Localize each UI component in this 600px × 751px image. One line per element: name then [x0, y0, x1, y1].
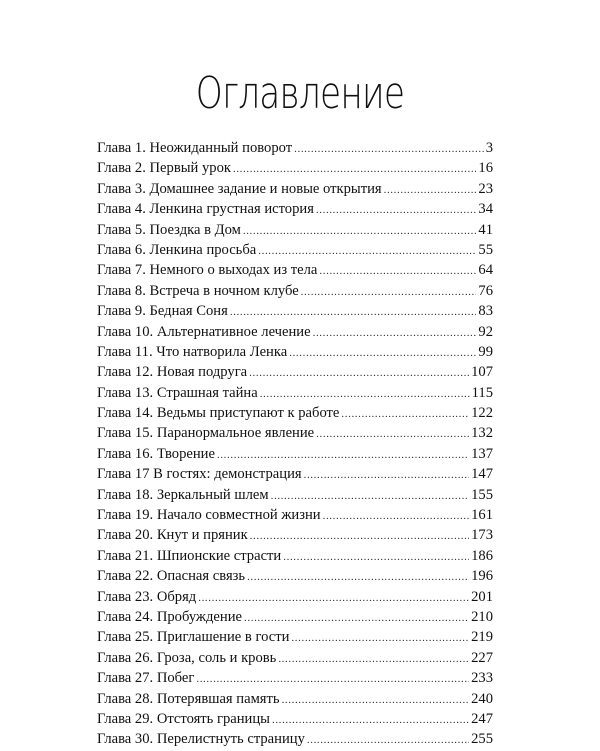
toc-entry-label: Глава 23. Обряд: [97, 588, 197, 605]
toc-dot-leader: [217, 445, 469, 465]
toc-dot-leader: [196, 669, 469, 689]
toc-entry-page-number: 155: [471, 486, 493, 503]
toc-entry-label: Глава 10. Альтернативное лечение: [97, 323, 311, 340]
toc-entry: [97, 260, 493, 280]
toc-dot-leader: [316, 424, 469, 444]
toc-entry-label: Глава 22. Опасная связь: [97, 568, 246, 585]
toc-entry-label: Глава 28. Потерявшая память: [97, 690, 280, 707]
toc-entry-label: Глава 9. Бедная Соня: [97, 303, 228, 320]
toc-dot-leader: [260, 384, 470, 404]
toc-dot-leader: [319, 261, 476, 281]
toc-entry-label: Глава 19. Начало совместной жизни: [97, 507, 321, 524]
toc-entry: [97, 464, 493, 484]
toc-dot-leader: [301, 282, 477, 302]
toc-entry: [97, 362, 493, 382]
toc-entry-page-number: 122: [471, 405, 493, 422]
toc-dot-leader: [323, 506, 470, 526]
toc-dot-leader: [384, 180, 477, 200]
toc-entry-label: Глава 4. Ленкина грустная история: [97, 201, 314, 218]
toc-entry-label: Глава 1. Неожиданный поворот: [97, 140, 293, 156]
toc-entry-label: Глава 8. Встреча в ночном клубе: [97, 282, 299, 299]
toc-entry: [97, 607, 493, 627]
toc-entry-page-number: 3: [485, 140, 493, 156]
toc-entry-label: Глава 25. Приглашение в гости: [97, 629, 290, 646]
toc-entry: [97, 240, 493, 260]
toc-dot-leader: [230, 302, 477, 322]
toc-dot-leader: [271, 486, 469, 506]
toc-dot-leader: [233, 159, 476, 179]
toc-entry: [97, 281, 493, 301]
toc-dot-leader: [282, 690, 470, 710]
toc-entry-page-number: 240: [471, 690, 493, 707]
toc-entry-page-number: 233: [471, 670, 493, 687]
toc-entry: [97, 403, 493, 423]
toc-entry-label: Глава 12. Новая подруга: [97, 364, 248, 381]
toc-entry: [97, 158, 493, 178]
toc-entry-label: Глава 27. Побег: [97, 670, 195, 687]
toc-entry-page-number: 137: [471, 445, 493, 462]
toc-entry-page-number: 83: [478, 303, 493, 320]
toc-entry-page-number: 132: [471, 425, 493, 442]
toc-dot-leader: [198, 588, 469, 608]
toc-entry-page-number: 255: [471, 731, 493, 748]
toc-entry: [97, 525, 493, 545]
toc-entry-page-number: 107: [471, 364, 493, 381]
toc-entry-page-number: 34: [478, 201, 493, 218]
toc-dot-leader: [291, 628, 469, 648]
toc-entry-page-number: 76: [478, 282, 493, 299]
toc-entry-page-number: 227: [471, 649, 493, 666]
toc-entry: [97, 648, 493, 668]
toc-entry-label: Глава 21. Шпионские страсти: [97, 547, 282, 564]
toc-entry-page-number: 210: [471, 608, 493, 625]
toc-entry-label: Глава 20. Кнут и пряник: [97, 527, 248, 544]
toc-entry-page-number: 99: [478, 343, 493, 360]
toc-dot-leader: [304, 465, 470, 485]
toc-entry: [97, 505, 493, 525]
page-title: Оглавление: [195, 68, 405, 119]
toc-entry: [97, 301, 493, 321]
toc-entry-label: Глава 17 В гостях: демонстрация: [97, 466, 302, 483]
toc-entry-label: Глава 26. Гроза, соль и кровь: [97, 649, 277, 666]
toc-entry-label: Глава 16. Творение: [97, 445, 215, 462]
toc-entry-page-number: 196: [471, 568, 493, 585]
toc-dot-leader: [243, 221, 477, 241]
toc-dot-leader: [258, 241, 476, 261]
toc-entry: [97, 383, 493, 403]
toc-dot-leader: [341, 404, 469, 424]
toc-entry: [97, 444, 493, 464]
toc-entry-page-number: 186: [471, 547, 493, 564]
toc-entry-page-number: 16: [478, 160, 493, 177]
toc-entry-label: Глава 2. Первый урок: [97, 160, 231, 177]
toc-entry: [97, 138, 493, 158]
toc-entry-page-number: 23: [478, 180, 493, 197]
toc-dot-leader: [316, 200, 476, 220]
toc-dot-leader: [250, 526, 469, 546]
toc-dot-leader: [249, 363, 469, 383]
toc-entry: [97, 668, 493, 688]
toc-entry-label: Глава 13. Страшная тайна: [97, 384, 258, 401]
toc-entry-label: Глава 30. Перелистнуть страницу: [97, 731, 305, 748]
toc-entry: [97, 199, 493, 219]
toc-entry-page-number: 161: [471, 507, 493, 524]
toc-entry-label: Глава 14. Ведьмы приступают к работе: [97, 405, 340, 422]
toc-entry-page-number: 115: [471, 384, 493, 401]
toc-entry: [97, 220, 493, 240]
toc-entry-label: Глава 24. Пробуждение: [97, 608, 243, 625]
toc-entry: [97, 627, 493, 647]
toc-dot-leader: [278, 649, 469, 669]
toc-entry: [97, 423, 493, 443]
table-of-contents: [97, 138, 493, 750]
toc-entry: [97, 179, 493, 199]
toc-dot-leader: [294, 139, 484, 159]
toc-entry: [97, 689, 493, 709]
toc-entry: [97, 342, 493, 362]
toc-dot-leader: [283, 547, 469, 567]
toc-dot-leader: [244, 608, 469, 628]
toc-entry-label: Глава 5. Поездка в Дом: [97, 221, 241, 238]
toc-dot-leader: [247, 567, 469, 587]
toc-dot-leader: [313, 323, 477, 343]
toc-entry-label: Глава 18. Зеркальный шлем: [97, 486, 269, 503]
toc-entry: [97, 485, 493, 505]
toc-entry-page-number: 41: [478, 221, 493, 238]
toc-entry-page-number: 147: [471, 466, 493, 483]
toc-entry-label: Глава 7. Немного о выходах из тела: [97, 262, 318, 279]
toc-entry: [97, 322, 493, 342]
toc-entry: [97, 729, 493, 749]
toc-dot-leader: [272, 710, 469, 730]
toc-entry-label: Глава 6. Ленкина просьба: [97, 241, 257, 258]
toc-entry-label: Глава 3. Домашнее задание и новые открытия: [97, 180, 382, 197]
toc-entry-page-number: 201: [471, 588, 493, 605]
toc-entry-page-number: 247: [471, 710, 493, 727]
toc-entry-label: Глава 29. Отстоять границы: [97, 710, 270, 727]
toc-entry-page-number: 64: [478, 262, 493, 279]
toc-entry-label: Глава 11. Что натворила Ленка: [97, 343, 288, 360]
toc-entry-page-number: 55: [478, 241, 493, 258]
toc-entry: [97, 709, 493, 729]
toc-entry: [97, 546, 493, 566]
toc-entry-page-number: 219: [471, 629, 493, 646]
toc-entry: [97, 566, 493, 586]
toc-dot-leader: [307, 730, 469, 750]
toc-entry-page-number: 173: [471, 527, 493, 544]
toc-entry: [97, 587, 493, 607]
toc-dot-leader: [289, 343, 476, 363]
toc-entry-page-number: 92: [478, 323, 493, 340]
toc-entry-label: Глава 15. Паранормальное явление: [97, 425, 315, 442]
